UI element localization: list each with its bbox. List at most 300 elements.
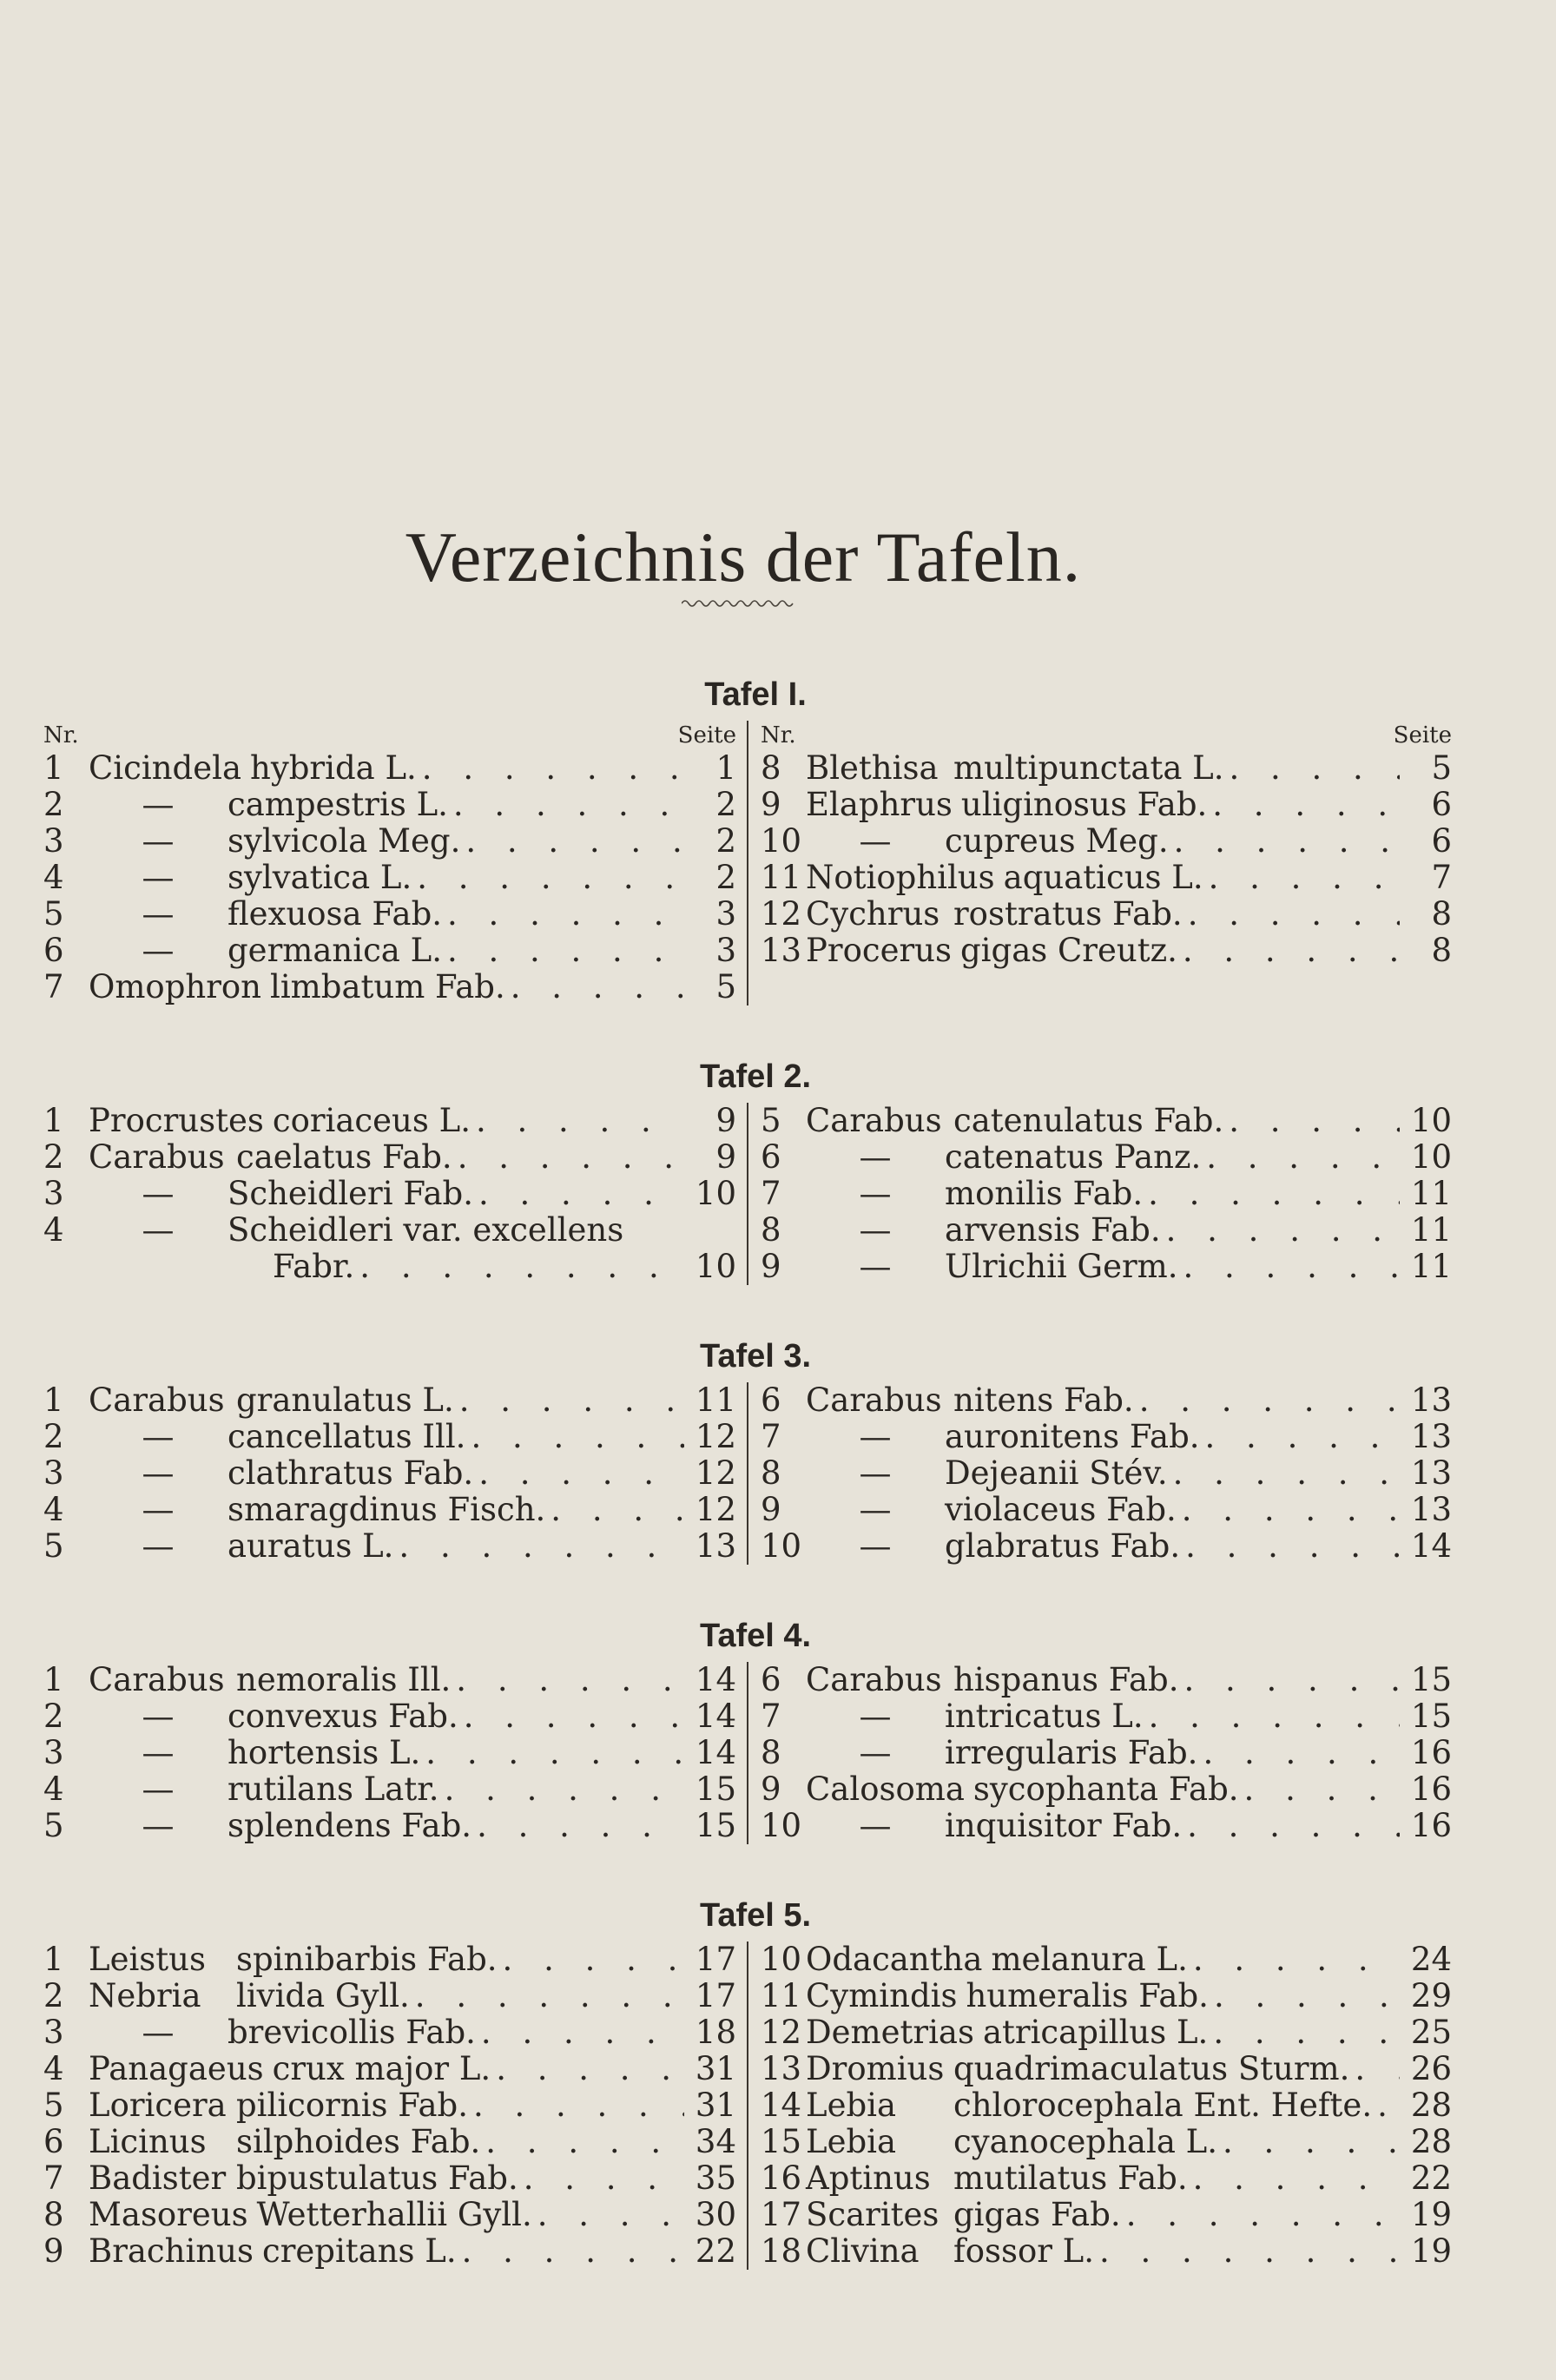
genus-dash: — bbox=[142, 1491, 175, 1528]
genus-dash: — bbox=[142, 2014, 175, 2051]
entry-number: 6 bbox=[43, 932, 64, 969]
species-name: rutilans Latr. bbox=[227, 1770, 439, 1808]
genus-name: Notiophilus bbox=[806, 859, 995, 896]
dot-leader bbox=[1183, 1662, 1400, 1698]
dot-leader bbox=[456, 1662, 684, 1698]
page-number: 2 bbox=[715, 786, 736, 823]
species-name: arvensis Fab. bbox=[945, 1211, 1161, 1249]
page-number: 12 bbox=[695, 1491, 736, 1528]
table-row bbox=[43, 1176, 736, 1212]
genus-dash: — bbox=[859, 1418, 892, 1455]
species-name: hybrida L. bbox=[250, 749, 417, 787]
species-name: crepitans L. bbox=[261, 2232, 457, 2270]
table-row bbox=[761, 1249, 1452, 1285]
table-row bbox=[761, 1771, 1452, 1808]
species-name: quadrimaculatus Sturm. bbox=[953, 2050, 1350, 2087]
entry-number: 2 bbox=[43, 1977, 64, 2014]
dot-leader bbox=[1148, 1176, 1400, 1212]
dot-leader bbox=[1209, 860, 1400, 896]
table-row bbox=[43, 1419, 736, 1455]
species-name: fossor L. bbox=[953, 2232, 1095, 2270]
table-row bbox=[761, 933, 1452, 969]
table-row bbox=[43, 2014, 736, 2051]
dot-leader bbox=[459, 1382, 684, 1419]
page-number: 10 bbox=[1410, 1138, 1452, 1176]
entry-number: 9 bbox=[761, 1770, 781, 1808]
dot-leader bbox=[359, 1249, 684, 1285]
page-number: 13 bbox=[1410, 1491, 1452, 1528]
entry-number: 13 bbox=[761, 2050, 802, 2087]
entry-number: 5 bbox=[761, 1102, 781, 1139]
species-name: Scheidleri var. excellens bbox=[227, 1211, 624, 1249]
genus-name: Blethisa bbox=[806, 749, 939, 787]
entry-number: 7 bbox=[761, 1698, 781, 1735]
genus-dash: — bbox=[859, 1138, 892, 1176]
entry-number: 17 bbox=[761, 2196, 802, 2233]
page-number: 3 bbox=[715, 895, 736, 933]
page-number: 15 bbox=[695, 1807, 736, 1844]
species-name: Ulrichii Germ. bbox=[945, 1248, 1178, 1285]
genus-dash: — bbox=[142, 1698, 175, 1735]
species-name: cupreus Meg. bbox=[945, 822, 1169, 860]
genus-name: Dromius bbox=[806, 2050, 945, 2087]
page-number: 16 bbox=[1410, 1770, 1452, 1808]
entry-number: 18 bbox=[761, 2232, 802, 2270]
dot-leader bbox=[511, 969, 684, 1005]
species-name: intricatus L. bbox=[945, 1698, 1144, 1735]
table-row bbox=[761, 1735, 1452, 1771]
genus-name: Panagaeus bbox=[89, 2050, 264, 2087]
page-number: 2 bbox=[715, 859, 736, 896]
genus-dash: — bbox=[859, 1698, 892, 1735]
table-row bbox=[761, 1103, 1452, 1139]
seite-header: Seite bbox=[677, 722, 736, 748]
entry-number: 7 bbox=[761, 1418, 781, 1455]
page-number: 14 bbox=[1410, 1527, 1452, 1565]
species-name: violaceus Fab. bbox=[945, 1491, 1177, 1528]
column-header bbox=[761, 721, 1452, 750]
entry-number: 8 bbox=[761, 1211, 781, 1249]
genus-dash: — bbox=[859, 1734, 892, 1771]
species-name: Scheidleri Fab. bbox=[227, 1175, 473, 1212]
genus-name: Omophron bbox=[89, 968, 262, 1005]
plate-columns bbox=[43, 1942, 1450, 2270]
page-number: 31 bbox=[695, 2087, 736, 2124]
entry-number: 5 bbox=[43, 2087, 64, 2124]
entry-number: 5 bbox=[43, 895, 64, 933]
dot-leader bbox=[425, 1735, 684, 1771]
dot-leader bbox=[524, 2160, 684, 2197]
page-number: 25 bbox=[1410, 2014, 1452, 2051]
page-number: 14 bbox=[695, 1661, 736, 1698]
species-name: crux major L. bbox=[272, 2050, 491, 2087]
species-name: coriaceus L. bbox=[272, 1102, 471, 1139]
page-number: 28 bbox=[1410, 2087, 1452, 2124]
left-column bbox=[43, 1103, 748, 1285]
entry-number: 4 bbox=[43, 2050, 64, 2087]
entry-number: 4 bbox=[43, 1770, 64, 1808]
entry-number: 14 bbox=[761, 2087, 802, 2124]
entry-number: 3 bbox=[43, 822, 64, 860]
genus-name: Lebia bbox=[806, 2087, 897, 2124]
page-number: 35 bbox=[695, 2159, 736, 2197]
table-row bbox=[761, 1492, 1452, 1528]
table-row bbox=[761, 1662, 1452, 1698]
nr-header: Nr. bbox=[43, 722, 79, 748]
genus-dash: — bbox=[142, 786, 175, 823]
dot-leader bbox=[447, 896, 684, 933]
entry-number: 9 bbox=[761, 1491, 781, 1528]
dot-leader bbox=[485, 2124, 684, 2160]
dot-leader bbox=[1193, 2160, 1400, 2197]
genus-dash: — bbox=[142, 1175, 175, 1212]
table-row bbox=[761, 823, 1452, 860]
species-name: clathratus Fab. bbox=[227, 1454, 474, 1492]
table-row bbox=[43, 896, 736, 933]
page-number: 15 bbox=[1410, 1698, 1452, 1735]
dot-leader bbox=[1223, 2124, 1400, 2160]
entry-number: 5 bbox=[43, 1807, 64, 1844]
entry-number: 13 bbox=[761, 932, 802, 969]
page-number: 8 bbox=[1431, 932, 1452, 969]
genus-name: Carabus bbox=[89, 1661, 225, 1698]
species-name: convexus Fab. bbox=[227, 1698, 458, 1735]
species-name: gigas Fab. bbox=[953, 2196, 1121, 2233]
table-row bbox=[761, 1978, 1452, 2014]
genus-name: Demetrias bbox=[806, 2014, 974, 2051]
section-gap bbox=[43, 1285, 1450, 1330]
table-row bbox=[761, 2087, 1452, 2124]
page-number: 13 bbox=[695, 1527, 736, 1565]
table-row bbox=[43, 2233, 736, 2270]
page-number: 1 bbox=[715, 749, 736, 787]
dot-leader bbox=[481, 2014, 684, 2051]
species-name: hortensis L. bbox=[227, 1734, 421, 1771]
dot-leader bbox=[1185, 1528, 1400, 1565]
page-number: 15 bbox=[695, 1770, 736, 1808]
species-name: Dejeanii Stév. bbox=[945, 1454, 1168, 1492]
genus-dash: — bbox=[142, 1211, 175, 1249]
page-number: 9 bbox=[715, 1102, 736, 1139]
table-row bbox=[761, 750, 1452, 787]
species-name: auronitens Fab. bbox=[945, 1418, 1200, 1455]
page-number: 11 bbox=[1410, 1211, 1452, 1249]
species-name: glabratus Fab. bbox=[945, 1527, 1181, 1565]
genus-name: Cicindela bbox=[89, 749, 242, 787]
species-name: brevicollis Fab. bbox=[227, 2014, 476, 2051]
dot-leader bbox=[462, 2233, 684, 2270]
table-row bbox=[761, 1698, 1452, 1735]
plate-section bbox=[43, 1565, 1450, 1844]
species-name: flexuosa Fab. bbox=[227, 895, 443, 933]
species-name: chlorocephala Ent. Hefte. bbox=[953, 2087, 1373, 2124]
species-name: irregularis Fab. bbox=[945, 1734, 1198, 1771]
page-number: 30 bbox=[695, 2196, 736, 2233]
species-name: Fabr. bbox=[273, 1248, 355, 1285]
right-column bbox=[748, 1942, 1452, 2270]
species-name: spinibarbis Fab. bbox=[236, 1941, 498, 1978]
dot-leader bbox=[471, 1419, 684, 1455]
dot-leader bbox=[445, 1771, 684, 1808]
right-column bbox=[748, 721, 1452, 1005]
dot-leader bbox=[422, 750, 684, 787]
genus-dash: — bbox=[142, 859, 175, 896]
dot-leader bbox=[1187, 1808, 1400, 1844]
genus-name: Clivina bbox=[806, 2232, 920, 2270]
table-row bbox=[761, 2160, 1452, 2197]
genus-dash: — bbox=[859, 1454, 892, 1492]
genus-name: Masoreus bbox=[89, 2196, 248, 2233]
entry-number: 3 bbox=[43, 2014, 64, 2051]
table-row bbox=[761, 1808, 1452, 1844]
genus-name: Carabus bbox=[89, 1138, 225, 1176]
species-name: sycophanta Fab. bbox=[972, 1770, 1239, 1808]
dot-leader bbox=[1229, 1103, 1400, 1139]
table-row bbox=[761, 2197, 1452, 2233]
genus-name: Carabus bbox=[806, 1661, 942, 1698]
species-name: uliginosus Fab. bbox=[960, 786, 1208, 823]
right-column bbox=[748, 1662, 1452, 1844]
dot-leader bbox=[1229, 750, 1400, 787]
plate-section bbox=[43, 1005, 1450, 1285]
entry-number: 1 bbox=[43, 749, 64, 787]
species-name: nitens Fab. bbox=[953, 1381, 1134, 1419]
table-row bbox=[761, 896, 1452, 933]
entry-number: 9 bbox=[761, 786, 781, 823]
table-row bbox=[761, 787, 1452, 823]
genus-dash: — bbox=[142, 1807, 175, 1844]
plate-columns bbox=[43, 1662, 1450, 1844]
entry-number: 3 bbox=[43, 1734, 64, 1771]
species-name: melanura L. bbox=[991, 1941, 1188, 1978]
genus-dash: — bbox=[142, 932, 175, 969]
page-number: 34 bbox=[695, 2123, 736, 2160]
table-row bbox=[43, 933, 736, 969]
table-row bbox=[761, 1139, 1452, 1176]
entry-number: 7 bbox=[43, 2159, 64, 2197]
genus-name: Lebia bbox=[806, 2123, 897, 2160]
page-number: 11 bbox=[1410, 1175, 1452, 1212]
page-number: 7 bbox=[1431, 859, 1452, 896]
page-number: 3 bbox=[715, 932, 736, 969]
genus-name: Nebria bbox=[89, 1977, 201, 2014]
page-number: 13 bbox=[1410, 1454, 1452, 1492]
section-gap bbox=[43, 1565, 1450, 1610]
table-row bbox=[43, 1249, 736, 1285]
dot-leader bbox=[478, 1176, 684, 1212]
species-name: inquisitor Fab. bbox=[945, 1807, 1183, 1844]
page-number: 8 bbox=[1431, 895, 1452, 933]
table-row bbox=[43, 2087, 736, 2124]
species-name: bipustulatus Fab. bbox=[236, 2159, 518, 2197]
genus-name: Elaphrus bbox=[806, 786, 953, 823]
species-name: atricapillus L. bbox=[982, 2014, 1209, 2051]
table-row bbox=[761, 1528, 1452, 1565]
entry-number: 7 bbox=[43, 968, 64, 1005]
genus-dash: — bbox=[142, 822, 175, 860]
page-number: 13 bbox=[1410, 1418, 1452, 1455]
genus-dash: — bbox=[859, 1491, 892, 1528]
dot-leader bbox=[453, 787, 684, 823]
dot-leader bbox=[496, 2051, 684, 2087]
species-name: aquaticus L. bbox=[1003, 859, 1203, 896]
entry-number: 10 bbox=[761, 1941, 802, 1978]
left-column bbox=[43, 721, 748, 1005]
table-row bbox=[43, 1528, 736, 1565]
species-name: humeralis Fab. bbox=[966, 1977, 1209, 2014]
table-row bbox=[43, 2197, 736, 2233]
page-number: 17 bbox=[695, 1941, 736, 1978]
entry-number: 12 bbox=[761, 2014, 802, 2051]
genus-dash: — bbox=[142, 1770, 175, 1808]
table-row bbox=[43, 860, 736, 896]
dot-leader bbox=[1203, 1735, 1400, 1771]
dot-leader bbox=[1183, 1249, 1400, 1285]
dot-leader bbox=[477, 1808, 684, 1844]
species-name: smaragdinus Fisch. bbox=[227, 1491, 546, 1528]
table-row bbox=[761, 2233, 1452, 2270]
dot-leader bbox=[1182, 1492, 1400, 1528]
section-gap bbox=[43, 1005, 1450, 1051]
entry-number: 7 bbox=[761, 1175, 781, 1212]
species-name: cyanocephala L. bbox=[953, 2123, 1217, 2160]
table-row bbox=[43, 1662, 736, 1698]
table-row bbox=[43, 2124, 736, 2160]
page-number: 10 bbox=[1410, 1102, 1452, 1139]
dot-leader bbox=[1214, 1978, 1400, 2014]
plate-section bbox=[43, 1285, 1450, 1565]
table-row bbox=[43, 1212, 736, 1249]
dot-leader bbox=[1139, 1382, 1400, 1419]
page-number: 22 bbox=[695, 2232, 736, 2270]
table-row bbox=[761, 860, 1452, 896]
plate-heading: Tafel 5. bbox=[699, 1897, 812, 1934]
entry-number: 1 bbox=[43, 1661, 64, 1698]
entry-number: 9 bbox=[43, 2232, 64, 2270]
species-name: caelatus Fab. bbox=[236, 1138, 452, 1176]
entry-number: 5 bbox=[43, 1527, 64, 1565]
genus-name: Cymindis bbox=[806, 1977, 958, 2014]
dot-leader bbox=[1188, 896, 1400, 933]
dot-leader bbox=[1213, 2014, 1400, 2051]
page-number: 5 bbox=[715, 968, 736, 1005]
left-column bbox=[43, 1382, 748, 1565]
genus-name: Brachinus bbox=[89, 2232, 254, 2270]
genus-name: Calosoma bbox=[806, 1770, 965, 1808]
entry-number: 9 bbox=[761, 1248, 781, 1285]
species-name: cancellatus Ill. bbox=[227, 1418, 466, 1455]
dot-leader bbox=[476, 1103, 684, 1139]
dot-leader bbox=[1149, 1698, 1400, 1735]
entry-number: 6 bbox=[43, 2123, 64, 2160]
plate-section bbox=[43, 1844, 1450, 2270]
species-name: multipunctata L. bbox=[953, 749, 1224, 787]
dot-leader bbox=[537, 2197, 684, 2233]
table-row bbox=[43, 1978, 736, 2014]
genus-name: Licinus bbox=[89, 2123, 207, 2160]
genus-dash: — bbox=[142, 1454, 175, 1492]
page-number: 28 bbox=[1410, 2123, 1452, 2160]
page-number: 14 bbox=[695, 1698, 736, 1735]
species-name: silphoides Fab. bbox=[236, 2123, 481, 2160]
seite-header: Seite bbox=[1393, 722, 1452, 748]
entry-number: 16 bbox=[761, 2159, 802, 2197]
genus-dash: — bbox=[142, 1734, 175, 1771]
entry-number: 3 bbox=[43, 1175, 64, 1212]
entry-number: 8 bbox=[761, 749, 781, 787]
plate-section bbox=[43, 669, 1450, 1005]
genus-name: Procerus bbox=[806, 932, 952, 969]
genus-dash: — bbox=[859, 822, 892, 860]
page-number: 10 bbox=[695, 1175, 736, 1212]
plates-list bbox=[43, 669, 1450, 2270]
genus-name: Loricera bbox=[89, 2087, 227, 2124]
genus-dash: — bbox=[859, 1248, 892, 1285]
genus-name: Cychrus bbox=[806, 895, 940, 933]
dot-leader bbox=[415, 1978, 684, 2014]
page-number: 11 bbox=[1410, 1248, 1452, 1285]
page-number: 6 bbox=[1431, 822, 1452, 860]
species-name: hispanus Fab. bbox=[953, 1661, 1179, 1698]
dot-leader bbox=[473, 2087, 684, 2124]
genus-dash: — bbox=[859, 1175, 892, 1212]
entry-number: 1 bbox=[43, 1381, 64, 1419]
table-row bbox=[43, 787, 736, 823]
dot-leader bbox=[1205, 1419, 1400, 1455]
species-name: catenatus Panz. bbox=[945, 1138, 1202, 1176]
table-row bbox=[43, 2160, 736, 2197]
genus-dash: — bbox=[142, 1527, 175, 1565]
entry-number: 6 bbox=[761, 1381, 781, 1419]
page-number: 26 bbox=[1410, 2050, 1452, 2087]
species-name: catenulatus Fab. bbox=[953, 1102, 1224, 1139]
entry-number: 2 bbox=[43, 1698, 64, 1735]
page-number: 17 bbox=[695, 1977, 736, 2014]
wavy-divider-ornament bbox=[682, 597, 794, 610]
dot-leader bbox=[503, 1942, 684, 1978]
dot-leader bbox=[1174, 823, 1400, 860]
dot-leader bbox=[1212, 787, 1400, 823]
page-number: 29 bbox=[1410, 1977, 1452, 2014]
page-number: 12 bbox=[695, 1454, 736, 1492]
entry-number: 4 bbox=[43, 859, 64, 896]
left-column bbox=[43, 1662, 748, 1844]
entry-number: 2 bbox=[43, 1418, 64, 1455]
page-number: 31 bbox=[695, 2050, 736, 2087]
table-row bbox=[43, 1103, 736, 1139]
dot-leader bbox=[458, 1139, 684, 1176]
genus-dash: — bbox=[859, 1807, 892, 1844]
dot-leader bbox=[1355, 2051, 1400, 2087]
entry-number: 8 bbox=[761, 1734, 781, 1771]
left-column bbox=[43, 1942, 748, 2270]
species-name: splendens Fab. bbox=[227, 1807, 472, 1844]
species-name: Wetterhallii Gyll. bbox=[256, 2196, 532, 2233]
species-name: auratus L. bbox=[227, 1527, 394, 1565]
genus-name: Carabus bbox=[806, 1381, 942, 1419]
dot-leader bbox=[1206, 1139, 1400, 1176]
page-number: 15 bbox=[1410, 1661, 1452, 1698]
entry-number: 15 bbox=[761, 2123, 802, 2160]
table-row bbox=[43, 1942, 736, 1978]
entry-number: 12 bbox=[761, 895, 802, 933]
page-number: 16 bbox=[1410, 1734, 1452, 1771]
dot-leader bbox=[1173, 1455, 1400, 1492]
table-row bbox=[43, 823, 736, 860]
species-name: monilis Fab. bbox=[945, 1175, 1144, 1212]
genus-name: Scarites bbox=[806, 2196, 940, 2233]
table-row bbox=[761, 2051, 1452, 2087]
